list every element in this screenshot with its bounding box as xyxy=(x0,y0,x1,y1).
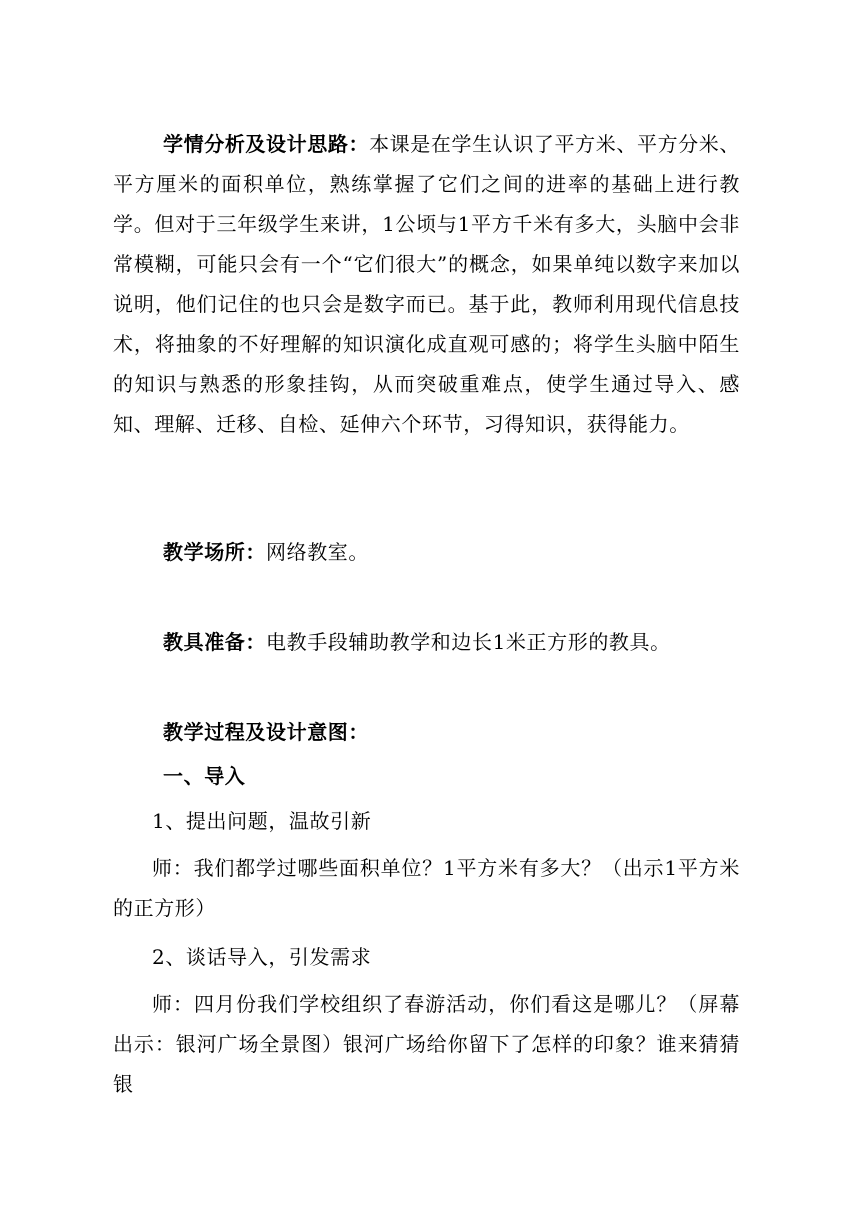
step-item-1: 1、提出问题，温故引新 xyxy=(152,809,372,833)
process-heading: 教学过程及设计意图： xyxy=(163,720,369,744)
tools-paragraph xyxy=(113,622,740,662)
analysis-paragraph xyxy=(113,124,740,444)
tools-label: 教具准备： xyxy=(163,630,266,654)
step-item-2: 2、谈话导入，引发需求 xyxy=(152,945,372,969)
analysis-text: 本课是在学生认识了平方米、平方分米、平方厘米的面积单位，熟练掌握了它们之间的进率的基础上进行教学。但对于三年级学生来讲，1公顷与1平方千米有多大，头脑中会非常模糊，可能只会有一个“它们很大”的概念，如果单纯以数字来加以说明，他们记住的也只会是数字而已。基于此，教师利用现代信息技术，将抽象的不好理解的知识演化成直观可感的；将学生头脑中陌生的知识与熟悉的形象挂钩，从而突破重难点，使学生通过导入、感知、理解、迁移、自检、延伸六个环节，习得知识，获得能力。 xyxy=(113,132,740,436)
analysis-label: 学情分析及设计思路： xyxy=(163,132,370,156)
teacher-line-2: 师：四月份我们学校组织了春游活动，你们看这是哪儿？（屏幕出示：银河广场全景图）银河广场给你留下了怎样的印象？谁来猜猜银 xyxy=(113,992,740,1096)
tools-text: 电教手段辅助教学和边长1米正方形的教具。 xyxy=(266,630,671,654)
place-label: 教学场所： xyxy=(163,540,266,564)
section-heading-intro: 一、导入 xyxy=(163,764,246,788)
place-text: 网络教室。 xyxy=(266,540,369,564)
place-paragraph xyxy=(113,532,740,572)
teacher-line-1: 师：我们都学过哪些面积单位？1平方米有多大？（出示1平方米的正方形） xyxy=(113,856,740,920)
